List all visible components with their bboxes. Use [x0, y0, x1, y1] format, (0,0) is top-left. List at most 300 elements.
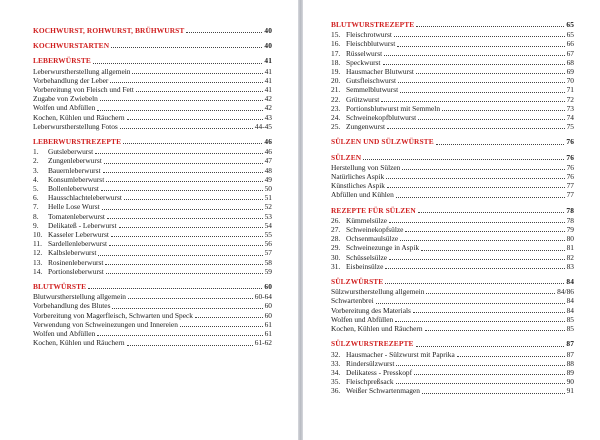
entry-title: Zungenwurst — [346, 122, 385, 132]
entry-page-number: 42 — [264, 103, 272, 113]
dot-leader — [400, 240, 564, 241]
entry-title: Delikatess - Presskopf — [346, 367, 413, 377]
dot-leader — [422, 393, 565, 394]
recipe-number: 17. — [331, 48, 341, 58]
recipe-number: 1. — [33, 147, 39, 157]
entry-page-number: 72 — [566, 94, 574, 104]
dot-leader — [106, 273, 263, 274]
recipe-number: 27. — [331, 225, 341, 235]
entry-page-number: 61-62 — [254, 338, 272, 348]
toc-entry[interactable] — [33, 85, 272, 94]
toc-entry[interactable] — [33, 292, 272, 301]
section-heading[interactable] — [331, 20, 574, 29]
toc-section — [33, 41, 272, 50]
dot-leader — [110, 82, 262, 83]
entry-title: Grützwurst — [346, 94, 380, 104]
toc-entry[interactable] — [33, 122, 272, 131]
entry-title: Portionsleberwurst — [48, 266, 104, 276]
entry-page-number: 44-45 — [254, 121, 272, 131]
dot-leader — [88, 288, 262, 289]
toc-entry[interactable] — [331, 234, 574, 243]
recipe-number: 26. — [331, 215, 341, 225]
entry-page-number: 56 — [264, 239, 272, 249]
toc-entry[interactable] — [33, 267, 272, 276]
entry-page-number: 49 — [264, 174, 272, 184]
toc-entry[interactable] — [33, 184, 272, 193]
toc-section — [331, 153, 574, 200]
section-heading[interactable] — [33, 56, 272, 65]
entry-title: Gutsfleischwurst — [346, 76, 397, 86]
entry-page-number: 48 — [264, 165, 272, 175]
entry-title: Schweinekopfblutwurst — [346, 113, 417, 123]
recipe-number: 4. — [33, 174, 39, 184]
entry-title: Zungenleberwurst — [48, 156, 102, 166]
entry-page-number: 90 — [566, 377, 574, 387]
entry-page-number: 76 — [566, 172, 574, 182]
entry-page-number: 52 — [264, 202, 272, 212]
toc-section — [33, 282, 272, 347]
toc-entry[interactable] — [331, 315, 574, 324]
recipe-number: 35. — [331, 377, 341, 387]
toc-entry[interactable] — [33, 338, 272, 347]
recipe-number: 12. — [33, 248, 43, 258]
dot-leader — [387, 187, 565, 188]
entry-page-number: 55 — [264, 230, 272, 240]
entry-page-number: 60-64 — [254, 292, 272, 302]
toc-entry[interactable] — [331, 287, 574, 296]
dot-leader — [396, 383, 565, 384]
entry-page-number: 41 — [264, 75, 272, 85]
dot-leader — [136, 91, 263, 92]
section-heading[interactable] — [331, 153, 574, 162]
dot-leader — [107, 218, 263, 219]
recipe-number: 25. — [331, 122, 341, 132]
section-page-number: 40 — [264, 41, 272, 51]
section-title: BLUTWÜRSTE — [33, 282, 87, 292]
dot-leader — [132, 73, 262, 74]
toc-left-page — [0, 0, 298, 440]
entry-title: Wolfen und Abfüllen — [33, 329, 96, 339]
toc-entry[interactable] — [331, 181, 574, 190]
entry-title: Vorbehandlung der Leber — [33, 75, 109, 85]
entry-page-number: 66 — [566, 39, 574, 49]
dot-leader — [383, 64, 565, 65]
dot-leader — [389, 222, 565, 223]
entry-page-number: 60 — [264, 301, 272, 311]
recipe-number: 8. — [33, 211, 39, 221]
entry-title: Kochen, Kühlen und Räuchern — [331, 324, 423, 334]
section-title: SÜLZEN — [331, 152, 362, 162]
dot-leader — [396, 197, 565, 198]
entry-page-number: 69 — [566, 67, 574, 77]
toc-entry[interactable] — [331, 39, 574, 48]
section-heading[interactable] — [33, 137, 272, 146]
entry-title: Kalbsleberwurst — [48, 248, 97, 258]
entry-page-number: 83 — [566, 261, 574, 271]
dot-leader — [416, 26, 564, 27]
dot-leader — [95, 153, 262, 154]
toc-entry[interactable] — [331, 296, 574, 305]
toc-entry[interactable] — [33, 94, 272, 103]
toc-entry[interactable] — [331, 58, 574, 67]
section-title: KOCHWURST, ROHWURST, BRÜHWURST — [33, 26, 185, 35]
section-heading[interactable] — [33, 282, 272, 291]
entry-title: Sülzwurstherstellung allgemein — [331, 287, 425, 297]
toc-entry[interactable] — [33, 248, 272, 257]
recipe-number: 22. — [331, 94, 341, 104]
entry-page-number: 58 — [264, 257, 272, 267]
toc-section — [33, 137, 272, 276]
recipe-number: 24. — [331, 113, 341, 123]
recipe-number: 11. — [33, 239, 42, 249]
section-title: LEBERWURSTREZEPTE — [33, 137, 122, 147]
entry-title: Verwendung von Schweinezungen und Innereien — [33, 319, 178, 329]
section-page-number: 60 — [264, 282, 272, 292]
dot-leader — [413, 312, 565, 313]
section-page-number: 41 — [264, 56, 272, 66]
entry-title: Vorbereitung von Fleisch und Fett — [33, 85, 134, 95]
dot-leader — [384, 55, 564, 56]
dot-leader — [381, 101, 564, 102]
toc-entry[interactable] — [331, 225, 574, 234]
section-page-number: 40 — [264, 26, 272, 35]
section-page-number: 46 — [264, 137, 272, 147]
entry-title: Speckwurst — [346, 57, 381, 67]
dot-leader — [112, 308, 262, 309]
section-page-number: 78 — [566, 205, 574, 215]
entry-title: Konsumleberwurst — [48, 174, 105, 184]
toc-entry[interactable] — [331, 67, 574, 76]
recipe-number: 21. — [331, 85, 341, 95]
recipe-number: 13. — [33, 257, 43, 267]
entry-title: Schweinekopfsülze — [346, 225, 404, 235]
dot-leader — [93, 63, 262, 64]
entry-page-number: 60 — [264, 310, 272, 320]
toc-section — [331, 339, 574, 395]
entry-title: Semmelblutwurst — [346, 85, 399, 95]
entry-title: Bollenleberwurst — [48, 184, 99, 194]
entry-page-number: 79 — [566, 225, 574, 235]
section-page-number: 76 — [566, 137, 574, 147]
toc-entry[interactable] — [331, 306, 574, 315]
entry-title: Vorbereitung des Materials — [331, 305, 411, 315]
entry-page-number: 46 — [264, 147, 272, 157]
entry-page-number: 73 — [566, 103, 574, 113]
toc-entry[interactable] — [331, 30, 574, 39]
toc-entry[interactable] — [331, 122, 574, 131]
entry-title: Fleischblutwurst — [346, 39, 396, 49]
section-heading[interactable] — [33, 41, 272, 50]
recipe-number: 9. — [33, 220, 39, 230]
toc-entry[interactable] — [33, 76, 272, 85]
entry-page-number: 41 — [264, 85, 272, 95]
toc-entry[interactable] — [331, 172, 574, 181]
dot-leader — [395, 321, 564, 322]
dot-leader — [416, 346, 565, 347]
dot-leader — [186, 32, 262, 33]
dot-leader — [111, 47, 262, 48]
entry-page-number: 82 — [566, 252, 574, 262]
dot-leader — [98, 255, 262, 256]
dot-leader — [109, 245, 263, 246]
toc-entry[interactable] — [33, 301, 272, 310]
toc-entry[interactable] — [33, 239, 272, 248]
entry-title: Rüsselwurst — [346, 48, 383, 58]
toc-entry[interactable] — [33, 156, 272, 165]
section-title: LEBERWÜRSTE — [33, 56, 91, 66]
toc-entry[interactable] — [331, 85, 574, 94]
section-heading[interactable] — [33, 26, 272, 35]
entry-page-number: 84 — [566, 296, 574, 306]
entry-title: Abfüllen und Kühlen — [331, 190, 394, 200]
dot-leader — [363, 159, 564, 160]
dot-leader — [127, 345, 253, 346]
entry-page-number: 85 — [566, 324, 574, 334]
recipe-number: 32. — [331, 349, 341, 359]
entry-title: Tomatenleberwurst — [48, 211, 105, 221]
dot-leader — [385, 283, 564, 284]
toc-entry[interactable] — [331, 113, 574, 122]
recipe-number: 10. — [33, 230, 43, 240]
entry-title: Kasseler Leberwurst — [48, 230, 109, 240]
toc-entry[interactable] — [33, 212, 272, 221]
entry-title: Wolfen und Abfüllen — [331, 314, 394, 324]
toc-entry[interactable] — [33, 258, 272, 267]
dot-leader — [124, 199, 263, 200]
section-title: SÜLZEN UND SÜLZWÜRSTE — [331, 137, 434, 147]
entry-title: Leberwurstherstellung Fotos — [33, 121, 118, 131]
section-page-number: 76 — [566, 152, 574, 162]
dot-leader — [120, 128, 253, 129]
toc-section — [331, 206, 574, 271]
toc-section — [33, 26, 272, 35]
entry-title: Eisbeinsülze — [346, 261, 384, 271]
toc-entry[interactable] — [331, 324, 574, 333]
entry-page-number: 65 — [566, 30, 574, 40]
recipe-number: 28. — [331, 234, 341, 244]
section-page-number: 84 — [566, 277, 574, 287]
entry-page-number: 77 — [566, 190, 574, 200]
toc-entry[interactable] — [331, 49, 574, 58]
toc-entry[interactable] — [33, 221, 272, 230]
entry-page-number: 71 — [566, 85, 574, 95]
toc-entry[interactable] — [331, 368, 574, 377]
recipe-number: 16. — [331, 39, 341, 49]
entry-title: Rosinenleberwurst — [48, 257, 104, 267]
toc-entry[interactable] — [331, 359, 574, 368]
recipe-number: 3. — [33, 165, 39, 175]
dot-leader — [387, 128, 565, 129]
entry-page-number: 42 — [264, 94, 272, 104]
recipe-number: 33. — [331, 358, 341, 368]
toc-entry[interactable] — [33, 230, 272, 239]
entry-page-number: 61 — [264, 319, 272, 329]
entry-title: Wolfen und Abfüllen — [33, 103, 96, 113]
entry-title: Herstellung von Sülzen — [331, 162, 401, 172]
recipe-number: 5. — [33, 184, 39, 194]
entry-title: Rindersülzwurst — [346, 358, 395, 368]
entry-page-number: 47 — [264, 156, 272, 166]
toc-entry[interactable] — [33, 311, 272, 320]
dot-leader — [195, 317, 263, 318]
dot-leader — [105, 264, 262, 265]
dot-leader — [102, 209, 263, 210]
entry-page-number: 74 — [566, 113, 574, 123]
recipe-number: 2. — [33, 156, 39, 166]
toc-entry[interactable] — [33, 166, 272, 175]
entry-title: Schweinezunge in Aspik — [346, 243, 420, 253]
dot-leader — [97, 110, 262, 111]
toc-entry[interactable] — [33, 67, 272, 76]
toc-entry[interactable] — [331, 377, 574, 386]
toc-entry[interactable] — [331, 190, 574, 199]
entry-page-number: 53 — [264, 211, 272, 221]
toc-entry[interactable] — [33, 103, 272, 112]
entry-title: Bauernleberwurst — [48, 165, 101, 175]
section-title: BLUTWURSTREZEPTE — [331, 20, 415, 29]
toc-entry[interactable] — [331, 243, 574, 252]
toc-entry[interactable] — [33, 320, 272, 329]
recipe-number: 15. — [331, 30, 341, 40]
toc-entry[interactable] — [331, 95, 574, 104]
entry-title: Fleischpreßsack — [346, 377, 394, 387]
entry-page-number: 81 — [566, 243, 574, 253]
entry-title: Schwartenbrei — [331, 296, 374, 306]
entry-page-number: 78 — [566, 215, 574, 225]
entry-title: Portionsblutwurst mit Semmeln — [346, 103, 441, 113]
entry-page-number: 70 — [566, 76, 574, 86]
recipe-number: 34. — [331, 367, 341, 377]
dot-leader — [397, 46, 564, 47]
entry-title: Natürliches Aspik — [331, 172, 385, 182]
dot-leader — [103, 172, 263, 173]
toc-entry[interactable] — [33, 113, 272, 122]
section-heading[interactable] — [331, 137, 574, 146]
recipe-number: 31. — [331, 261, 341, 271]
dot-leader — [442, 110, 565, 111]
section-title: REZEPTE FÜR SÜLZEN — [331, 205, 416, 215]
dot-leader — [400, 92, 564, 93]
dot-leader — [180, 326, 263, 327]
entry-page-number: 91 — [566, 386, 574, 396]
entry-title: Helle Lose Wurst — [48, 202, 100, 212]
dot-leader — [97, 335, 262, 336]
toc-entry[interactable] — [331, 350, 574, 359]
dot-leader — [386, 178, 564, 179]
section-page-number: 65 — [566, 20, 574, 29]
toc-entry[interactable] — [331, 76, 574, 85]
toc-section — [331, 137, 574, 146]
entry-page-number: 84 — [566, 305, 574, 315]
dot-leader — [436, 144, 565, 145]
toc-entry[interactable] — [331, 253, 574, 262]
entry-page-number: 77 — [566, 181, 574, 191]
dot-leader — [418, 119, 564, 120]
dot-leader — [405, 231, 564, 232]
recipe-number: 23. — [331, 103, 341, 113]
dot-leader — [119, 227, 263, 228]
section-heading[interactable] — [331, 206, 574, 215]
entry-title: Sardellenleberwurst — [48, 239, 108, 249]
entry-title: Blutwurstherstellung allgemein — [33, 292, 126, 302]
recipe-number: 14. — [33, 266, 43, 276]
toc-entry[interactable] — [33, 193, 272, 202]
dot-leader — [416, 73, 565, 74]
entry-title: Weißer Schwartenmagen — [346, 386, 420, 396]
dot-leader — [425, 330, 565, 331]
toc-entry[interactable] — [33, 329, 272, 338]
entry-page-number: 88 — [566, 358, 574, 368]
toc-entry[interactable] — [331, 216, 574, 225]
entry-title: Kümmelsülze — [346, 215, 388, 225]
entry-page-number: 51 — [264, 193, 272, 203]
toc-entry[interactable] — [33, 147, 272, 156]
section-heading[interactable] — [331, 277, 574, 286]
dot-leader — [426, 293, 555, 294]
recipe-number: 30. — [331, 252, 341, 262]
toc-entry[interactable] — [33, 175, 272, 184]
entry-title: Hausmacher - Sülzwurst mit Paprika — [346, 349, 455, 359]
recipe-number: 6. — [33, 193, 39, 203]
dot-leader — [128, 298, 253, 299]
entry-page-number: 59 — [264, 266, 272, 276]
dot-leader — [127, 119, 263, 120]
toc-entry[interactable] — [331, 262, 574, 271]
toc-section — [331, 20, 574, 131]
toc-section — [33, 56, 272, 131]
entry-title: Künstliches Aspik — [331, 181, 385, 191]
recipe-number: 29. — [331, 243, 341, 253]
dot-leader — [398, 82, 565, 83]
dot-leader — [100, 100, 263, 101]
recipe-number: 20. — [331, 76, 341, 86]
dot-leader — [418, 212, 565, 213]
dot-leader — [402, 169, 564, 170]
dot-leader — [101, 190, 263, 191]
recipe-number: 36. — [331, 386, 341, 396]
entry-page-number: 57 — [264, 248, 272, 258]
toc-entry[interactable] — [331, 104, 574, 113]
toc-entry[interactable] — [33, 202, 272, 211]
dot-leader — [111, 236, 263, 237]
dot-leader — [421, 250, 565, 251]
entry-title: Kochen, Kühlen und Räuchern — [33, 338, 125, 348]
entry-page-number: 67 — [566, 48, 574, 58]
dot-leader — [457, 356, 565, 357]
entry-page-number: 61 — [264, 329, 272, 339]
section-heading[interactable] — [331, 339, 574, 348]
section-title: SÜLZWURSTREZEPTE — [331, 339, 414, 349]
entry-title: Zugabe von Zwiebeln — [33, 94, 98, 104]
entry-page-number: 50 — [264, 184, 272, 194]
toc-entry[interactable] — [331, 163, 574, 172]
entry-title: Hausschlachteleberwurst — [48, 193, 122, 203]
entry-title: Leberwurstherstellung allgemein — [33, 66, 131, 76]
entry-page-number: 75 — [566, 122, 574, 132]
entry-title: Vorbehandlung des Blutes — [33, 301, 111, 311]
toc-entry[interactable] — [331, 386, 574, 395]
entry-title: Gutsleberwurst — [48, 147, 94, 157]
dot-leader — [123, 143, 262, 144]
entry-page-number: 54 — [264, 220, 272, 230]
entry-title: Vorbereitung von Magerfleisch, Schwarten und Speck — [33, 310, 193, 320]
entry-title: Fleischrotwurst — [346, 30, 392, 40]
dot-leader — [389, 259, 565, 260]
entry-page-number: 84/86 — [557, 287, 574, 297]
entry-page-number: 85 — [566, 314, 574, 324]
recipe-number: 18. — [331, 57, 341, 67]
entry-page-number: 43 — [264, 112, 272, 122]
